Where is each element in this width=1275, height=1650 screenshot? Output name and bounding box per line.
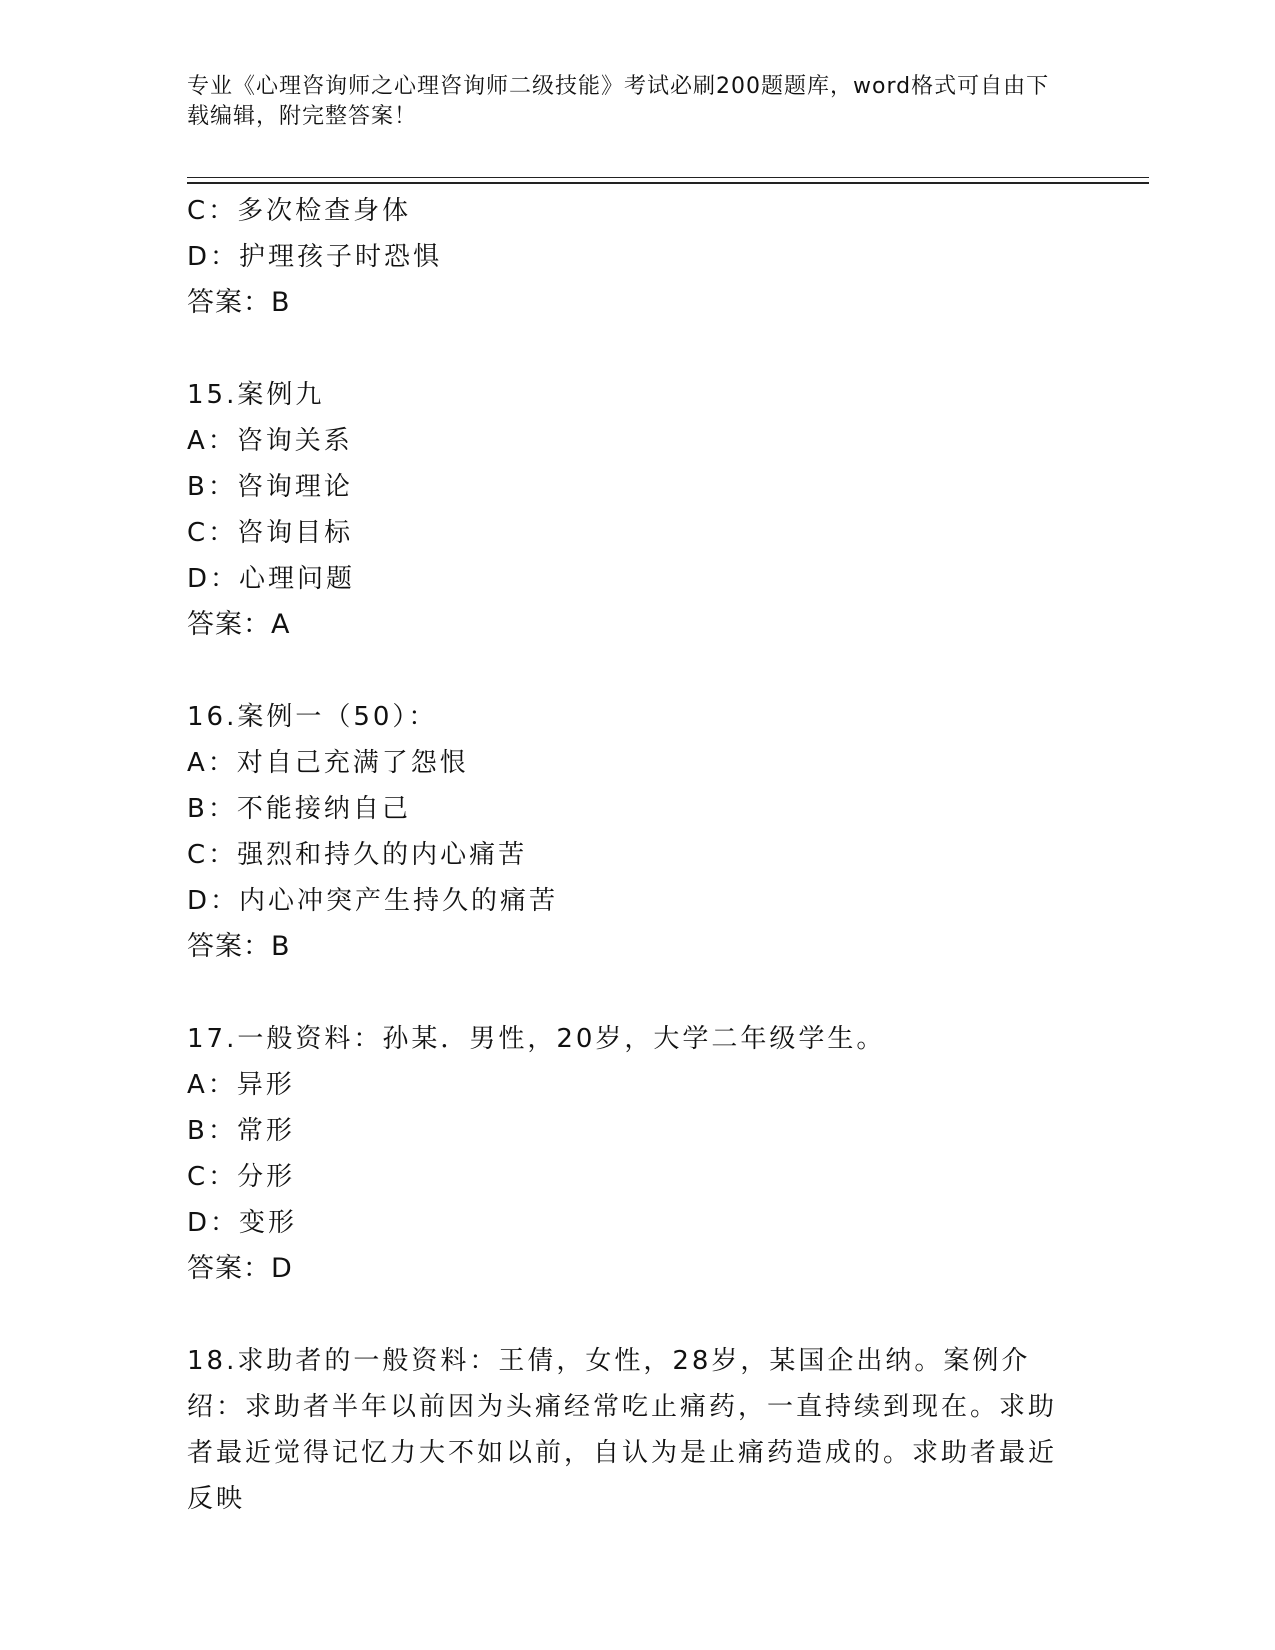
option-d: D：变形 [187, 1208, 298, 1238]
option-c: C：分形 [187, 1162, 296, 1192]
question-block-18 [187, 1338, 1087, 1522]
question-stem: 17.一般资料：孙某．男性，20岁，大学二年级学生。 [187, 1024, 886, 1054]
question-stem: 18.求助者的一般资料：王倩，女性，28岁，某国企出纳。案例介绍：求助者半年以前因为头痛经常吃止痛药，一直持续到现在。求助者最近觉得记忆力大不如以前，自认为是止痛药造成的。求助者最近反映 [187, 1346, 1058, 1514]
question-block-14 [187, 188, 1087, 326]
header-divider-thin [187, 177, 1149, 178]
answer-line: 答案：B [187, 287, 291, 318]
answer-line: 答案：A [187, 609, 291, 640]
answer-line: 答案：B [187, 931, 291, 962]
answer-line: 答案：D [187, 1253, 293, 1284]
question-block-16 [187, 694, 1087, 970]
question-block-15 [187, 372, 1087, 648]
spacer [187, 326, 1087, 372]
question-list [187, 188, 1087, 1522]
option-c: C：强烈和持久的内心痛苦 [187, 840, 528, 870]
option-c: C：多次检查身体 [187, 196, 412, 226]
option-b: B：咨询理论 [187, 472, 353, 502]
question-stem: 16.案例一（50）： [187, 702, 438, 732]
spacer [187, 1292, 1087, 1338]
header-divider-thick [187, 182, 1149, 184]
spacer [187, 648, 1087, 694]
option-b: B：常形 [187, 1116, 295, 1146]
question-block-17 [187, 1016, 1087, 1292]
option-d: D：内心冲突产生持久的痛苦 [187, 886, 559, 916]
question-stem: 15.案例九 [187, 380, 325, 410]
option-a: A：对自己充满了怨恨 [187, 748, 469, 778]
spacer [187, 970, 1087, 1016]
option-c: C：咨询目标 [187, 518, 354, 548]
option-a: A：咨询关系 [187, 426, 353, 456]
option-d: D：护理孩子时恐惧 [187, 242, 443, 272]
document-header [187, 72, 1067, 132]
option-b: B：不能接纳自己 [187, 794, 411, 824]
header-title: 专业《心理咨询师之心理咨询师二级技能》考试必刷200题题库，word格式可自由下载编辑，附完整答案！ [187, 74, 1050, 129]
option-a: A：异形 [187, 1070, 295, 1100]
option-d: D：心理问题 [187, 564, 356, 594]
